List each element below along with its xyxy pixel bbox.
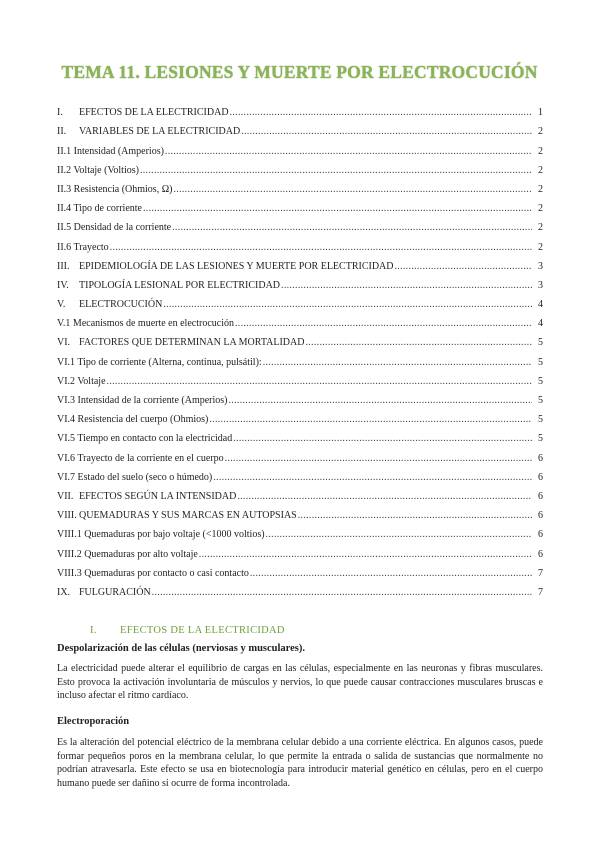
document-title: TEMA 11. LESIONES Y MUERTE POR ELECTROCUCIÓN	[61, 62, 538, 82]
toc-entry-label: EPIDEMIOLOGÍA DE LAS LESIONES Y MUERTE POR ELECTRICIDAD	[79, 260, 394, 272]
toc-page-number: 2	[538, 222, 543, 234]
toc-entry-number: I.	[57, 107, 63, 119]
toc-entry-label: II.6 Trayecto	[57, 241, 109, 253]
toc-page-number: 2	[538, 126, 543, 138]
toc-page-number: 5	[538, 414, 543, 426]
toc-entry-label: II.5 Densidad de la corriente	[57, 222, 172, 234]
toc-entry-label: VIII.2 Quemaduras por alto voltaje	[57, 548, 198, 560]
toc-entry[interactable]	[57, 119, 543, 138]
toc-page-number: 4	[538, 318, 543, 330]
toc-leader-dots	[230, 107, 532, 119]
table-of-contents	[57, 100, 543, 599]
toc-entry-label: FULGURACIÓN	[79, 586, 151, 598]
toc-entry[interactable]	[57, 292, 543, 311]
toc-entry-label: II.4 Tipo de corriente	[57, 203, 142, 215]
toc-entry[interactable]	[57, 561, 543, 580]
toc-entry[interactable]	[57, 311, 543, 330]
toc-entry-number: IX.	[57, 586, 71, 598]
toc-leader-dots	[235, 318, 532, 330]
toc-leader-dots	[237, 491, 532, 503]
toc-page-number: 5	[538, 433, 543, 445]
toc-entry[interactable]	[57, 580, 543, 599]
toc-entry[interactable]	[57, 215, 543, 234]
toc-leader-dots	[394, 261, 532, 273]
toc-entry[interactable]	[57, 426, 543, 445]
toc-leader-dots	[281, 280, 532, 292]
toc-entry-number: II.	[57, 126, 67, 138]
toc-leader-dots	[229, 395, 533, 407]
toc-entry-number: IV.	[57, 279, 69, 291]
toc-page-number: 2	[538, 183, 543, 195]
toc-entry-label: EFECTOS SEGÚN LA INTENSIDAD	[79, 490, 237, 502]
toc-entry-label: VI.3 Intensidad de la corriente (Amperios)	[57, 395, 228, 406]
toc-page-number: 5	[538, 337, 543, 349]
toc-entry[interactable]	[57, 273, 543, 292]
toc-entry[interactable]	[57, 388, 543, 407]
toc-entry[interactable]	[57, 158, 543, 177]
toc-entry[interactable]	[57, 177, 543, 196]
toc-entry-number: VII.	[57, 490, 74, 502]
toc-entry-label: VARIABLES DE LA ELECTRICIDAD	[79, 126, 241, 138]
toc-page-number: 2	[538, 145, 543, 157]
toc-page-number: 2	[538, 203, 543, 215]
toc-page-number: 1	[538, 107, 543, 119]
toc-entry-label: VI.4 Resistencia del cuerpo (Ohmios)	[57, 414, 209, 426]
toc-entry-number: V.	[57, 299, 66, 311]
toc-entry-label: II.2 Voltaje (Voltios)	[57, 164, 139, 176]
toc-leader-dots	[233, 433, 532, 445]
toc-entry[interactable]	[57, 196, 543, 215]
toc-leader-dots	[140, 165, 532, 177]
paragraph-heading: Despolarización de las células (nerviosas y musculares).	[57, 643, 306, 654]
toc-entry-label: VIII.3 Quemaduras por contacto o casi contacto	[57, 567, 249, 579]
toc-page-number: 6	[538, 529, 543, 541]
toc-leader-dots	[213, 472, 532, 484]
toc-entry-label: II.1 Intensidad (Amperios)	[57, 145, 164, 157]
toc-leader-dots	[173, 184, 532, 196]
toc-leader-dots	[110, 242, 532, 254]
toc-entry-label: FACTORES QUE DETERMINAN LA MORTALIDAD	[79, 337, 305, 349]
toc-entry-label: EFECTOS DE LA ELECTRICIDAD	[79, 107, 229, 119]
toc-page-number: 7	[538, 586, 543, 598]
toc-leader-dots	[165, 146, 532, 158]
paragraph-text: La electricidad puede alterar el equilibrio de cargas en las células, especialmente en las neuronas y fibras musculares. Esto provoca la activación involuntaria de músculos y nervios, lo que puede causar contracciones musculares bruscas e incluso afectar el ritmo cardíaco.	[57, 663, 543, 701]
toc-entry-label: VI.1 Tipo de corriente (Alterna, continua, pulsátil):	[57, 356, 262, 368]
section-number: I.	[90, 625, 97, 636]
toc-entry-label: VI.7 Estado del suelo (seco o húmedo)	[57, 471, 213, 483]
toc-entry-number: VIII.	[57, 510, 77, 522]
toc-leader-dots	[152, 587, 532, 599]
toc-entry[interactable]	[57, 465, 543, 484]
toc-page-number: 6	[538, 490, 543, 502]
toc-leader-dots	[225, 453, 532, 465]
toc-page-number: 4	[538, 299, 543, 311]
toc-page-number: 5	[538, 356, 543, 368]
toc-entry-label: ELECTROCUCIÓN	[79, 299, 163, 311]
toc-page-number: 3	[538, 279, 543, 291]
toc-leader-dots	[298, 510, 532, 522]
toc-entry-number: VI.	[57, 337, 71, 349]
section-title: EFECTOS DE LA ELECTRICIDAD	[120, 625, 285, 636]
toc-page-number: 3	[538, 260, 543, 272]
toc-entry-label: II.3 Resistencia (Ohmios, Ω)	[57, 183, 173, 195]
toc-leader-dots	[250, 568, 532, 580]
toc-leader-dots	[199, 549, 532, 561]
toc-page-number: 6	[538, 510, 543, 522]
toc-leader-dots	[163, 299, 532, 311]
toc-page-number: 5	[538, 375, 543, 387]
toc-entry[interactable]	[57, 445, 543, 464]
toc-leader-dots	[241, 126, 532, 138]
toc-entry[interactable]	[57, 138, 543, 157]
toc-page-number: 6	[538, 452, 543, 464]
toc-leader-dots	[172, 222, 532, 234]
toc-entry-label: TIPOLOGÍA LESIONAL POR ELECTRICIDAD	[79, 279, 281, 291]
toc-entry-label: VIII.1 Quemaduras por bajo voltaje (<1000 voltios)	[57, 529, 265, 541]
toc-entry[interactable]	[57, 234, 543, 253]
toc-page-number: 2	[538, 241, 543, 253]
section-heading	[90, 625, 285, 636]
toc-leader-dots	[263, 357, 532, 369]
toc-page-number: 7	[538, 567, 543, 579]
toc-leader-dots	[107, 376, 532, 388]
toc-entry-label: VI.6 Trayecto de la corriente en el cuerpo	[57, 452, 224, 464]
toc-entry-label: VI.5 Tiempo en contacto con la electricidad	[57, 433, 233, 445]
paragraph-text: Es la alteración del potencial eléctrico de la membrana celular debido a una corriente eléctrica. En algunos casos, puede formar pequeños poros en la membrana celular, lo que permite la entrada o salida de sustancias que normalmente no podrían atravesarla. Este efecto se usa en biotecnología para introducir material genético en células, pero en el cuerpo humano puede ser dañino si ocurre de forma incontrolada.	[57, 737, 543, 789]
toc-entry[interactable]	[57, 330, 543, 349]
toc-entry[interactable]	[57, 484, 543, 503]
toc-entry[interactable]	[57, 541, 543, 560]
toc-page-number: 5	[538, 395, 543, 406]
toc-page-number: 2	[538, 164, 543, 176]
toc-leader-dots	[266, 529, 532, 541]
toc-page-number: 6	[538, 471, 543, 483]
toc-entry[interactable]	[57, 369, 543, 388]
toc-page-number: 6	[538, 548, 543, 560]
toc-entry-number: III.	[57, 260, 70, 272]
toc-entry[interactable]	[57, 407, 543, 426]
toc-leader-dots	[143, 203, 532, 215]
toc-entry-label: VI.2 Voltaje	[57, 375, 106, 387]
toc-leader-dots	[305, 337, 532, 349]
toc-entry-label: V.1 Mecanismos de muerte en electrocución	[57, 318, 234, 330]
toc-entry-label: QUEMADURAS Y SUS MARCAS EN AUTOPSIAS	[79, 510, 297, 522]
paragraph-heading: Electroporación	[57, 716, 130, 727]
toc-entry[interactable]	[57, 522, 543, 541]
toc-entry[interactable]	[57, 254, 543, 273]
toc-entry[interactable]	[57, 503, 543, 522]
toc-leader-dots	[209, 414, 532, 426]
toc-entry[interactable]	[57, 100, 543, 119]
toc-entry[interactable]	[57, 349, 543, 368]
